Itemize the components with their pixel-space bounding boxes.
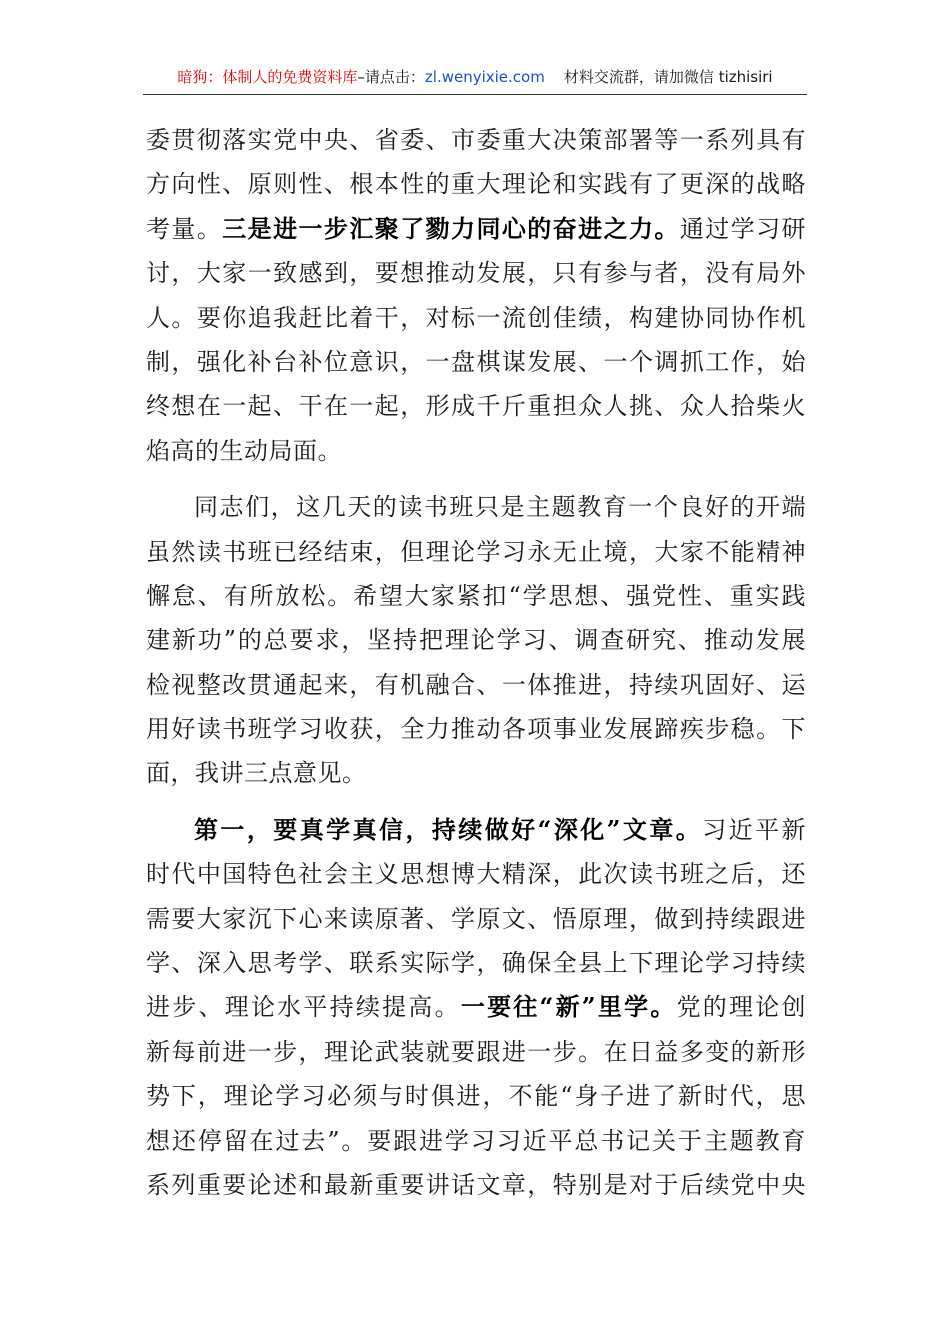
- page-header: [145, 66, 805, 88]
- text-run: 考量。: [146, 214, 223, 243]
- text-line: 制，强化补台补位意识，一盘棋谋发展、一个调抓工作，始: [146, 347, 806, 376]
- text-line: 需要大家沉下心来读原著、学原文、悟原理，做到持续跟进: [146, 904, 806, 933]
- text-line: 方向性、原则性、根本性的重大理论和实践有了更深的战略: [146, 170, 806, 199]
- text-line: 时代中国特色社会主义思想博大精深，此次读书班之后，还: [146, 860, 806, 889]
- header-divider: [143, 94, 807, 95]
- text-line: 讨，大家一致感到，要想推动发展，只有参与者，没有局外: [146, 259, 806, 288]
- text-line: 用好读书班学习收获，全力推动各项事业发展蹄疾步稳。下: [146, 715, 806, 744]
- text-line: 人。要你追我赶比着干，对标一流创佳绩，构建协同协作机: [146, 303, 806, 332]
- bold-heading: 第一，要真学真信，持续做好“深化”文章。: [194, 814, 703, 844]
- header-right-text: 材料交流群，请加微信 tizhisiri: [563, 68, 773, 86]
- text-line: 委贯彻落实党中央、省委、市委重大决策部署等一系列具有: [146, 126, 806, 154]
- paragraph-2: [146, 485, 806, 796]
- text-line: 势下，理论学习必须与时俱进，不能“身子进了新时代，思: [146, 1082, 806, 1111]
- header-link-url[interactable]: zl.wenyixie.com: [424, 68, 545, 86]
- text-line: 学、深入思考学、联系实际学，确保全县上下理论学习持续: [146, 949, 806, 978]
- text-run: 进步、理论水平持续提高。: [146, 993, 461, 1022]
- text-line: 面，我讲三点意见。: [146, 759, 367, 788]
- text-run: 党的理论创: [676, 993, 806, 1022]
- document-body: [146, 118, 806, 1207]
- text-line: 虽然读书班已经结束，但理论学习永无止境，大家不能精神: [146, 537, 806, 566]
- header-brand: 暗狗：体制人的免费资料库: [177, 68, 358, 86]
- text-line: [146, 985, 806, 1029]
- text-line: 终想在一起、干在一起，形成千斤重担众人挑、众人拾柴火: [146, 392, 806, 421]
- text-run: 习近平新: [702, 815, 806, 844]
- text-run: 通过学习研: [679, 214, 806, 243]
- text-line: 新每前进一步，理论武装就要跟进一步。在日益多变的新形: [146, 1037, 806, 1066]
- text-line: 建新功”的总要求，坚持把理论学习、调查研究、推动发展: [146, 626, 806, 655]
- text-line: 同志们，这几天的读书班只是主题教育一个良好的开端: [194, 493, 806, 522]
- text-line: 系列重要论述和最新重要讲话文章，特别是对于后续党中央: [146, 1170, 806, 1199]
- bold-heading: 一要往“新”里学。: [460, 992, 677, 1022]
- text-line: 焰高的生动局面。: [146, 436, 342, 465]
- paragraph-3: [146, 808, 806, 1208]
- text-line: 想还停留在过去”。要跟进学习习近平总书记关于主题教育: [146, 1126, 806, 1155]
- text-line: 检视整改贯通起来，有机融合、一体推进，持续巩固好、运: [146, 670, 806, 699]
- paragraph-1: [146, 118, 806, 473]
- header-link-prefix: –请点击：: [357, 68, 425, 86]
- text-line: [146, 207, 806, 251]
- text-line: [146, 808, 806, 852]
- text-line: 懈怠、有所放松。希望大家紧扣“学思想、强党性、重实践: [146, 581, 806, 610]
- bold-heading: 三是进一步汇聚了勠力同心的奋进之力。: [222, 213, 680, 243]
